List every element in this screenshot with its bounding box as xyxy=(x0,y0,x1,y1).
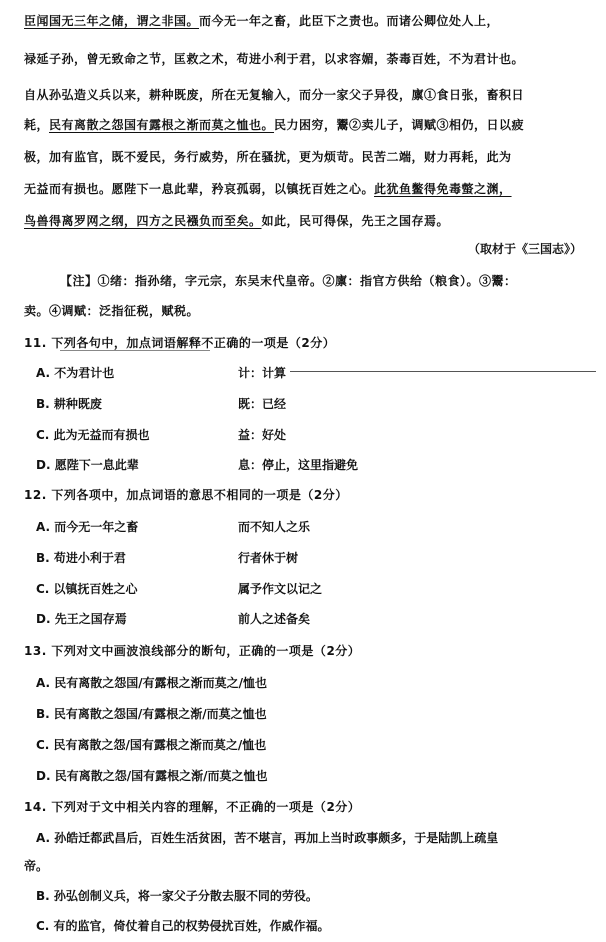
question-11-stem: 11. 下列各句中，加点词语解释不正确的一项是（2分） xyxy=(24,336,336,350)
question-12-stem: 12. 下列各项中，加点词语的意思不相同的一项是（2分） xyxy=(24,488,348,502)
question-11-option-c: C. 此为无益而有损也 xyxy=(36,428,150,442)
passage-segment: 此犹鱼鳖得免毒螫之渊， xyxy=(374,182,512,196)
question-12-option-b: B. 苟进小利于君 xyxy=(36,551,126,565)
question-12-option-a-compare: 而不知人之乐 xyxy=(238,520,311,534)
passage-segment: 禄延子孙，曾无致命之节，匡救之术，苟进小利于君，以求容媚，荼毒百姓，不为君计也。 xyxy=(24,52,525,66)
passage-segment: 无益而有损也。愿陛下一息此辈，矜哀孤弱，以镇抚百姓之心。 xyxy=(24,182,375,196)
passage-line-6 xyxy=(24,180,594,197)
question-13-option-b: B. 民有离散之怨国/有露根之渐/而莫之恤也 xyxy=(36,707,267,721)
passage-segment: 而今无一年之畜，此臣下之责也。而诸公卿位处人上， xyxy=(199,14,500,28)
passage-segment: 如此，民可得保，先王之国存焉。 xyxy=(261,214,450,228)
note-line-1: 【注】①绪：指孙绪，字元宗，东吴末代皇帝。②廪：指官方供给（粮食）。③鬻： xyxy=(60,274,517,288)
question-14-option-c: C. 有的监官，倚仗着自己的权势侵扰百姓，作威作福。 xyxy=(36,919,330,933)
question-14-option-a: A. 孙皓迁都武昌后，百姓生活贫困，苦不堪言，再加上当时政事颇多，于是陆凯上疏皇 xyxy=(36,831,499,845)
scan-artifact xyxy=(60,350,210,351)
question-11-option-d: D. 愿陛下一息此辈 xyxy=(36,458,139,472)
passage-segment: 极，加有监官，既不爱民，务行威势，所在骚扰，更为烦苛。民苦二端，财力再耗，此为 xyxy=(24,150,512,164)
question-11-option-b-meaning: 既：已经 xyxy=(238,397,287,411)
question-12-option-c-compare: 属予作文以记之 xyxy=(238,582,323,596)
passage-line-3 xyxy=(24,86,594,103)
question-12-option-d: D. 先王之国存焉 xyxy=(36,612,127,626)
passage-line-1 xyxy=(24,12,594,29)
passage-segment: 耗， xyxy=(24,118,50,132)
scan-artifact xyxy=(290,371,596,372)
question-12-option-d-compare: 前人之述备矣 xyxy=(238,612,311,626)
passage-line-5 xyxy=(24,148,594,165)
question-11-option-a: A. 不为君计也 xyxy=(36,366,115,380)
question-12-option-b-compare: 行者休于树 xyxy=(238,551,299,565)
passage-segment: 臣闻国无三年之储，谓之非国。 xyxy=(24,14,200,28)
question-11-option-a-meaning: 计：计算 xyxy=(238,366,287,380)
question-14-option-b: B. 孙弘创制义兵，将一家父子分散去服不同的劳役。 xyxy=(36,889,318,903)
passage-source: （取材于《三国志》） xyxy=(467,242,582,256)
passage-line-4 xyxy=(24,116,594,133)
passage-segment: 民力困穷，鬻②卖儿子，调赋③相仍，日以疲 xyxy=(274,118,525,132)
question-11-option-d-meaning: 息：停止，这里指避免 xyxy=(238,458,359,472)
question-14-stem: 14. 下列对于文中相关内容的理解，不正确的一项是（2分） xyxy=(24,800,361,814)
passage-segment: 自从孙弘造义兵以来，耕种既废，所在无复输入，而分一家父子异役，廪①食日张，畜积日 xyxy=(24,88,525,102)
question-12-option-c: C. 以镇抚百姓之心 xyxy=(36,582,138,596)
note-line-2: 卖。④调赋：泛指征税，赋税。 xyxy=(24,304,200,318)
question-13-stem: 13. 下列对文中画波浪线部分的断句，正确的一项是（2分） xyxy=(24,644,361,658)
question-14-option-a-cont: 帝。 xyxy=(24,859,49,873)
question-13-option-a: A. 民有离散之怨国/有露根之渐而莫之/恤也 xyxy=(36,676,268,690)
question-11-option-c-meaning: 益：好处 xyxy=(238,428,287,442)
question-12-option-a: A. 而今无一年之畜 xyxy=(36,520,139,534)
question-13-option-c: C. 民有离散之怨/国有露根之渐而莫之/恤也 xyxy=(36,738,267,752)
passage-line-2 xyxy=(24,50,594,67)
question-13-option-d: D. 民有离散之怨/国有露根之渐/而莫之恤也 xyxy=(36,769,268,783)
passage-segment: 鸟兽得离罗网之纲，四方之民襁负而至矣。 xyxy=(24,214,262,228)
passage-line-7 xyxy=(24,212,594,229)
question-11-option-b: B. 耕种既废 xyxy=(36,397,102,411)
passage-segment: 民有离散之怨国有露根之渐而莫之恤也。 xyxy=(49,118,275,132)
